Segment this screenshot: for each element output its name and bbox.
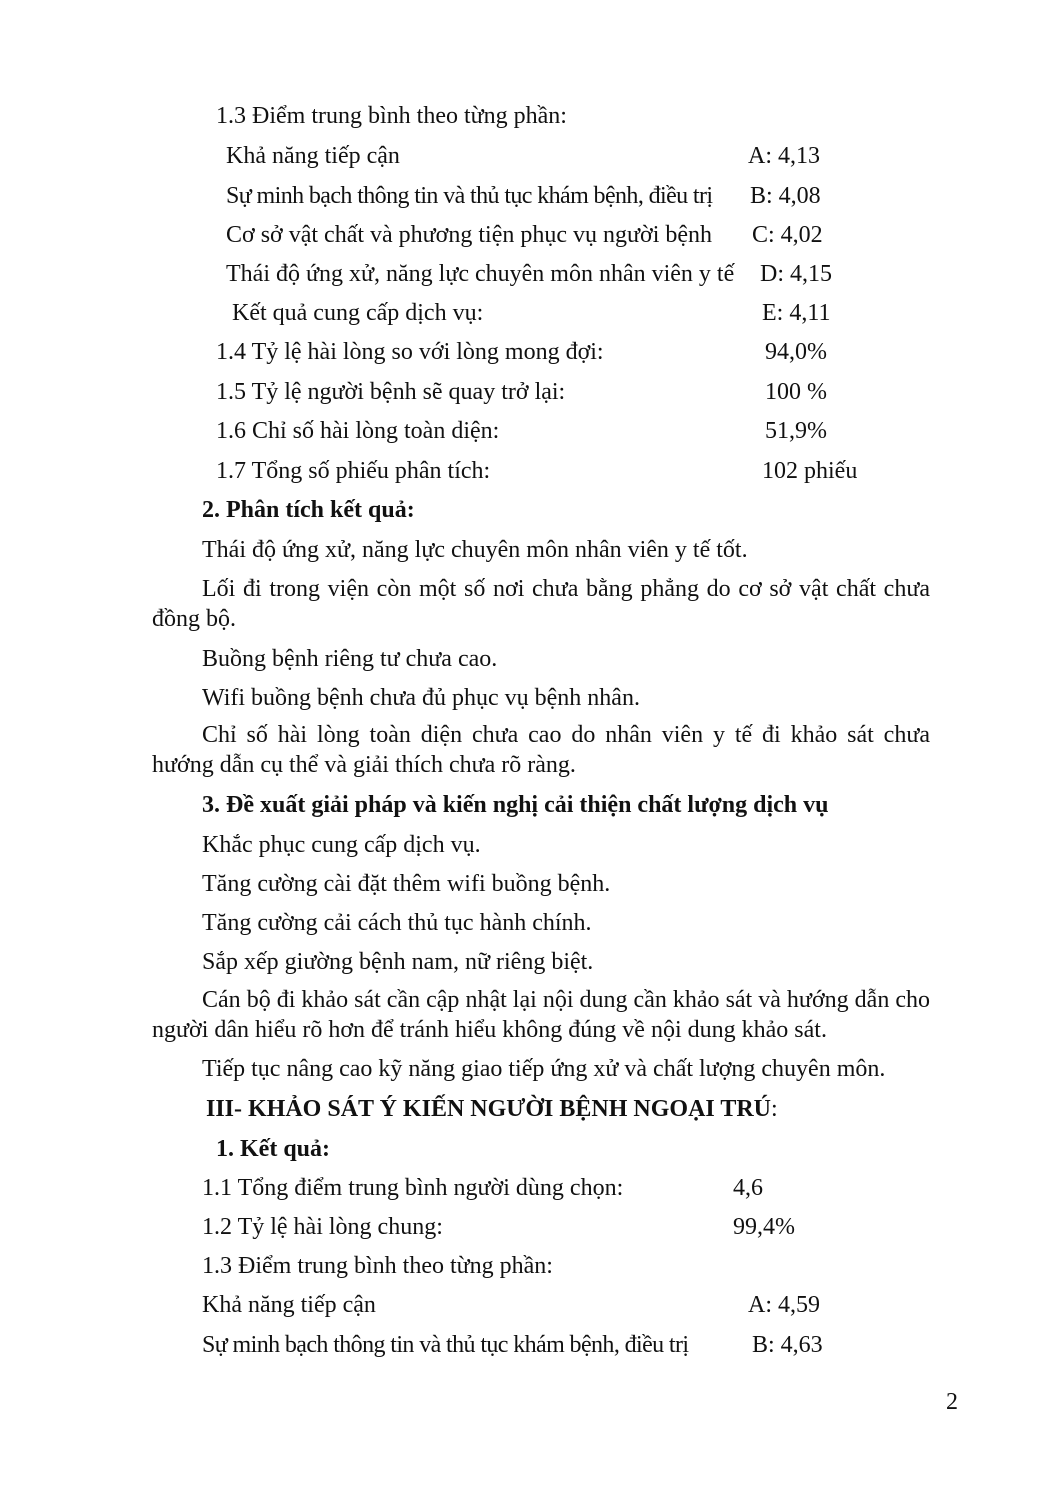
item-1-5-label: 1.5 Tỷ lệ người bệnh sẽ quay trở lại: <box>216 379 566 405</box>
analysis-paragraph: Chỉ số hài lòng toàn diện chưa cao do nhân viên y tế đi khảo sát chưa hướng dẫn cụ thể và giải thích chưa rõ ràng. <box>152 722 930 778</box>
analysis-paragraph: Wifi buồng bệnh chưa đủ phục vụ bệnh nhân. <box>202 685 640 711</box>
item-1-4-label: 1.4 Tỷ lệ hài lòng so với lòng mong đợi: <box>216 339 604 365</box>
analysis-heading: 2. Phân tích kết quả: <box>202 497 415 523</box>
item-1-6-value: 51,9% <box>765 418 827 444</box>
proposal-paragraph: Tăng cường cài đặt thêm wifi buồng bệnh. <box>202 871 611 897</box>
proposal-paragraph: Khắc phục cung cấp dịch vụ. <box>202 832 481 858</box>
part-c-value: C: 4,02 <box>752 222 823 248</box>
item-1-6-label: 1.6 Chỉ số hài lòng toàn diện: <box>216 418 500 444</box>
part-a-label: Khả năng tiếp cận <box>226 143 400 169</box>
item-1-1-label: 1.1 Tổng điểm trung bình người dùng chọn: <box>202 1175 624 1201</box>
analysis-paragraph: Thái độ ứng xử, năng lực chuyên môn nhân viên y tế tốt. <box>202 537 748 563</box>
item-1-3-heading: 1.3 Điểm trung bình theo từng phần: <box>216 103 567 129</box>
section-iii-heading-text: III- KHẢO SÁT Ý KIẾN NGƯỜI BỆNH NGOẠI TRÚ <box>206 1096 771 1122</box>
results-heading: 1. Kết quả: <box>216 1136 330 1162</box>
item-1-4-value: 94,0% <box>765 339 827 365</box>
analysis-paragraph: Lối đi trong viện còn một số nơi chưa bằng phẳng do cơ sở vật chất chưa đồng bộ. <box>152 576 930 632</box>
outpatient-part-a-value: A: 4,59 <box>748 1292 820 1318</box>
outpatient-part-b-label: Sự minh bạch thông tin và thủ tục khám bệnh, điều trị <box>202 1332 689 1358</box>
proposal-paragraph: Tiếp tục nâng cao kỹ năng giao tiếp ứng xử và chất lượng chuyên môn. <box>202 1056 886 1082</box>
part-c-label: Cơ sở vật chất và phương tiện phục vụ người bệnh <box>226 222 713 248</box>
part-d-label: Thái độ ứng xử, năng lực chuyên môn nhân viên y tế <box>226 261 735 287</box>
item-1-7-value: 102 phiếu <box>762 458 858 484</box>
proposal-paragraph: Tăng cường cải cách thủ tục hành chính. <box>202 910 592 936</box>
part-b-label: Sự minh bạch thông tin và thủ tục khám bệnh, điều trị <box>226 183 713 209</box>
outpatient-part-a-label: Khả năng tiếp cận <box>202 1292 376 1318</box>
part-b-value: B: 4,08 <box>750 183 821 209</box>
item-1-2-label: 1.2 Tỷ lệ hài lòng chung: <box>202 1214 443 1240</box>
item-1-3-heading: 1.3 Điểm trung bình theo từng phần: <box>202 1253 553 1279</box>
part-d-value: D: 4,15 <box>760 261 832 287</box>
proposals-heading: 3. Đề xuất giải pháp và kiến nghị cải thiện chất lượng dịch vụ <box>202 792 829 818</box>
analysis-paragraph: Buồng bệnh riêng tư chưa cao. <box>202 646 498 672</box>
section-iii-heading <box>206 1093 778 1125</box>
part-e-value: E: 4,11 <box>762 300 831 326</box>
item-1-1-value: 4,6 <box>733 1175 763 1201</box>
part-a-value: A: 4,13 <box>748 143 820 169</box>
section-iii-heading-colon: : <box>770 1096 778 1122</box>
proposal-paragraph: Cán bộ đi khảo sát cần cập nhật lại nội dung cần khảo sát và hướng dẫn cho người dân hiểu rõ hơn để tránh hiểu không đúng về nội dung khảo sát. <box>152 987 930 1043</box>
item-1-7-label: 1.7 Tổng số phiếu phân tích: <box>216 458 491 484</box>
proposal-paragraph: Sắp xếp giường bệnh nam, nữ riêng biệt. <box>202 949 594 975</box>
part-e-label: Kết quả cung cấp dịch vụ: <box>232 300 484 326</box>
item-1-2-value: 99,4% <box>733 1214 795 1240</box>
outpatient-part-b-value: B: 4,63 <box>752 1332 823 1358</box>
page-number: 2 <box>946 1389 958 1415</box>
item-1-5-value: 100 % <box>765 379 827 405</box>
